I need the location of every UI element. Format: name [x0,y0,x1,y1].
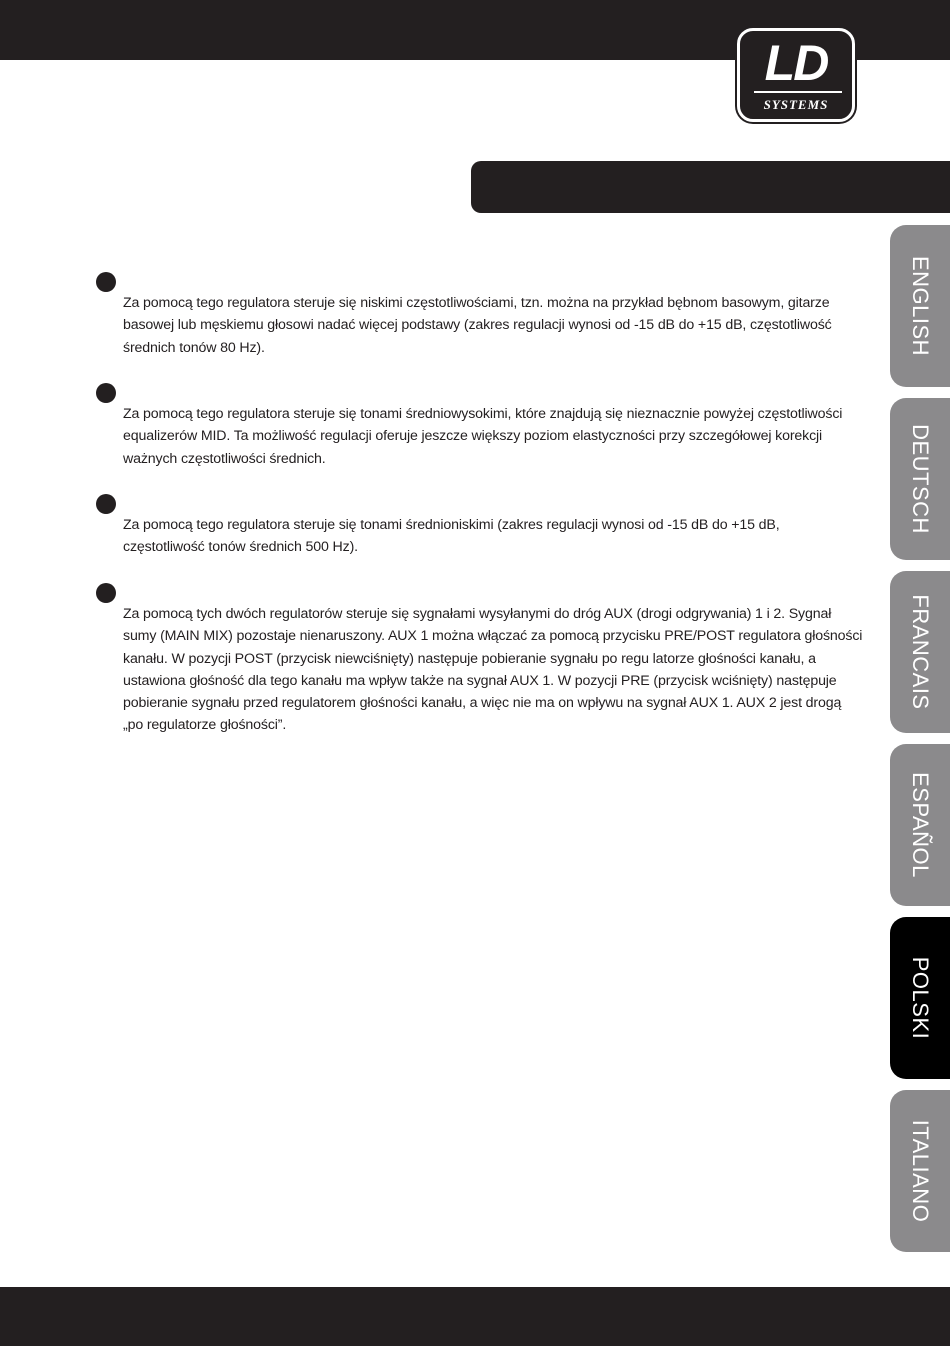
tab-deutsch[interactable] [890,398,950,560]
logo-main-text: LD [764,35,828,91]
tab-label: ESPAÑOL [908,772,933,878]
tab-francais[interactable] [890,571,950,733]
tab-polski[interactable] [890,917,950,1079]
logo-sub-text: SYSTEMS [763,97,829,112]
logo-divider [754,91,842,93]
bullet-marker [96,272,116,292]
tab-label: DEUTSCH [908,424,933,534]
section-text: Za pomocą tego regulatora steruje się niskimi częstotliwościami, tzn. można na przykład bębnom basowym, gitarze basowej lub męskiemu głosowi nadać więcej podstawy (zakres regulacji wynosi od -15 dB do +15 dB, częstotliwość średnich tonów 80 Hz). [123,295,832,356]
tab-label: ENGLISH [908,255,933,357]
bullet-marker [96,583,116,603]
tab-english[interactable] [890,225,950,387]
bullet-marker [96,494,116,514]
ld-systems-logo [737,28,855,122]
tab-italiano[interactable] [890,1090,950,1252]
section-text: Za pomocą tego regulatora steruje się tonami średniowysokimi, które znajdują się nieznacznie powyżej częstotliwości equalizerów MID. Ta możliwość regulacji oferuje jeszcze większy poziom elastyczności przy szczegółowej korekcji ważnych częstotliwości średnich. [123,406,843,467]
tab-label: POLSKI [908,956,933,1040]
section-text: Za pomocą tych dwóch regulatorów steruje się sygnałami wysyłanymi do dróg AUX (drogi odgrywania) 1 i 2. Sygnał sumy (MAIN MIX) pozostaje nienaruszony. AUX 1 można włączać za pomocą przycisku PRE/POST regulatora głośności kanału. W pozycji POST (przycisk niewciśnięty) następuje pobieranie sygnału po regu latorze głośności kanału, a ustawiona głośność dla tego kanału ma wpływ także na sygnał AUX 1. W pozycji PRE (przycisk wciśnięty) następuje pobieranie sygnału przed regulatorem głośności kanału, a więc nie ma on wpływu na sygnał AUX 1. AUX 2 jest drogą „po regulatorze głośności”. [123,606,863,734]
section-header-band [471,161,950,213]
bottom-bar [0,1287,950,1346]
tab-label: FRANCAIS [908,594,933,710]
bullet-marker [96,383,116,403]
tab-espanol[interactable] [890,744,950,906]
section-text: Za pomocą tego regulatora steruje się tonami średnioniskimi (zakres regulacji wynosi od -15 dB do +15 dB, częstotliwość tonów średnich 500 Hz). [123,517,780,556]
tab-label: ITALIANO [908,1119,933,1223]
